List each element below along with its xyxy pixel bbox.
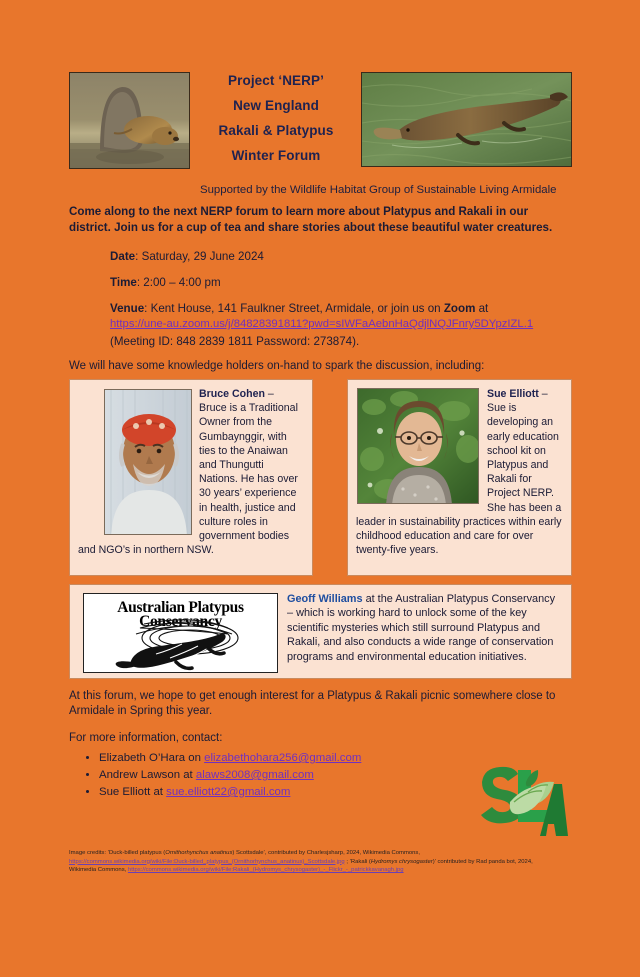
credits-species-1: Ornithorhynchus anatinus bbox=[165, 850, 233, 856]
event-details bbox=[110, 249, 580, 349]
contact-heading: For more information, contact: bbox=[69, 732, 223, 744]
platypus-image bbox=[362, 73, 572, 167]
apc-card bbox=[69, 584, 572, 679]
supported-by-line: Supported by the Wildlife Habitat Group of Sustainable Living Armidale bbox=[200, 184, 557, 196]
rakali-image bbox=[70, 73, 190, 169]
bios-row bbox=[69, 379, 572, 576]
detail-time bbox=[110, 275, 580, 290]
title-line-3: Rakali & Platypus bbox=[218, 123, 334, 138]
time-value: : 2:00 – 4:00 pm bbox=[136, 276, 221, 289]
closing-paragraph: At this forum, we hope to get enough interest for a Platypus & Rakali picnic somewhere close to Armidale in Spring this year. bbox=[69, 690, 556, 717]
bio-card-bruce-cohen bbox=[69, 379, 313, 576]
zoom-meeting-link[interactable]: https://une-au.zoom.us/j/84828391811?pwd=sIWFaAebnHaQdjlNQJFnry5DYpzIZL.1 bbox=[110, 318, 534, 330]
apc-contact-name: Geoff Williams bbox=[287, 593, 363, 605]
platypus-photo bbox=[361, 72, 572, 167]
contact-person-name: Sue Elliott at bbox=[99, 786, 167, 798]
credits-mid-3: )’ contributed by Rad panda bot, 2024, Wikimedia Commons, bbox=[69, 858, 533, 874]
date-value: : Saturday, 29 June 2024 bbox=[135, 250, 264, 263]
apc-platypus-glyph bbox=[84, 594, 278, 673]
poster-page bbox=[0, 72, 640, 977]
credits-mid-2: ; ‘Rakali ( bbox=[344, 858, 371, 865]
australian-platypus-conservancy-logo bbox=[83, 593, 278, 673]
title-line-1: Project ‘NERP’ bbox=[228, 73, 324, 88]
credits-species-2: Hydromys chrysogaster bbox=[370, 858, 433, 865]
venue-value-tail: at bbox=[475, 302, 489, 315]
detail-date bbox=[110, 249, 580, 264]
sue-elliott-portrait-image bbox=[358, 389, 479, 504]
bruce-cohen-portrait-image bbox=[105, 390, 192, 535]
sla-logo-icon bbox=[468, 760, 568, 840]
meeting-id-line: (Meeting ID: 848 2839 1811 Password: 273874). bbox=[110, 335, 360, 348]
credits-mid-1: ) Scottsdale’, contributed by Charlesjsharp, 2024, Wikimedia Commons, bbox=[232, 850, 421, 856]
sue-elliott-photo bbox=[357, 388, 479, 504]
knowledge-holders-line: We will have some knowledge holders on-hand to spark the discussion, including: bbox=[69, 360, 485, 372]
detail-venue bbox=[110, 301, 580, 349]
bio-card-sue-elliott bbox=[347, 379, 572, 576]
zoom-word: Zoom bbox=[443, 302, 476, 315]
bio-name-bruce-cohen: Bruce Cohen bbox=[199, 388, 265, 400]
bruce-cohen-photo bbox=[104, 389, 192, 535]
venue-value: : Kent House, 141 Faulkner Street, Armidale, or join us on bbox=[144, 302, 444, 315]
contact-email-link[interactable]: sue.elliott22@gmail.com bbox=[166, 786, 291, 798]
title-line-2: New England bbox=[233, 98, 319, 113]
time-label: Time bbox=[110, 276, 137, 289]
apc-logo-text: Australian Platypus Conservancy bbox=[117, 599, 244, 631]
poster-title-block bbox=[196, 68, 356, 168]
contact-email-link[interactable]: elizabethohara256@gmail.com bbox=[204, 752, 362, 764]
sustainable-living-armidale-logo bbox=[468, 760, 568, 840]
venue-label: Venue bbox=[110, 302, 145, 315]
apc-text: at the Australian Platypus Conservancy – which is working hard to unlock some of the key scientific mysteries which still surround Platypus and Rakali, and also conducts a wide range of conservation programs and environmental education initiatives. bbox=[287, 593, 556, 663]
poster-header bbox=[0, 72, 640, 196]
contact-email-link[interactable]: alaws2008@gmail.com bbox=[195, 769, 314, 781]
contact-person-name: Elizabeth O’Hara on bbox=[99, 752, 205, 764]
bio-text-bruce-cohen: – Bruce is a Traditional Owner from the Gumbaynggir, with ties to the Anaiwan and Thungutti Nations. He has over 30 years’ experience in health, justice and culture roles in government bodies and NGO’s in northern NSW. bbox=[78, 388, 298, 557]
contact-person-name: Andrew Lawson at bbox=[99, 769, 196, 781]
rakali-photo bbox=[69, 72, 190, 169]
title-line-4: Winter Forum bbox=[231, 148, 321, 163]
bio-name-sue-elliott: Sue Elliott bbox=[487, 388, 539, 400]
credits-link-1[interactable]: https://commons.wikimedia.org/wiki/File:Duck-billed_platypus_(Ornithorhynchus_anatinus)_Scottsdale.jpg bbox=[69, 858, 345, 865]
image-credits bbox=[69, 849, 542, 875]
credits-prefix: Image credits: ‘Duck-billed platypus ( bbox=[69, 850, 166, 856]
bio-text-sue-elliott: – Sue is developing an early education school kit on Platypus and Rakali for Project NERP. She has been a leader in sustainability practices within early childhood education and care for over twenty-five years. bbox=[356, 388, 562, 557]
date-label: Date bbox=[110, 250, 136, 263]
intro-paragraph: Come along to the next NERP forum to learn more about Platypus and Rakali in our district. Join us for a cup of tea and share stories about these beautiful water creatures. bbox=[69, 205, 553, 234]
credits-link-2[interactable]: https://commons.wikimedia.org/wiki/File:Rakali_(Hydromys_chrysogaster)_-_Flickr_-_patrickkavanagh.jpg bbox=[127, 867, 404, 874]
